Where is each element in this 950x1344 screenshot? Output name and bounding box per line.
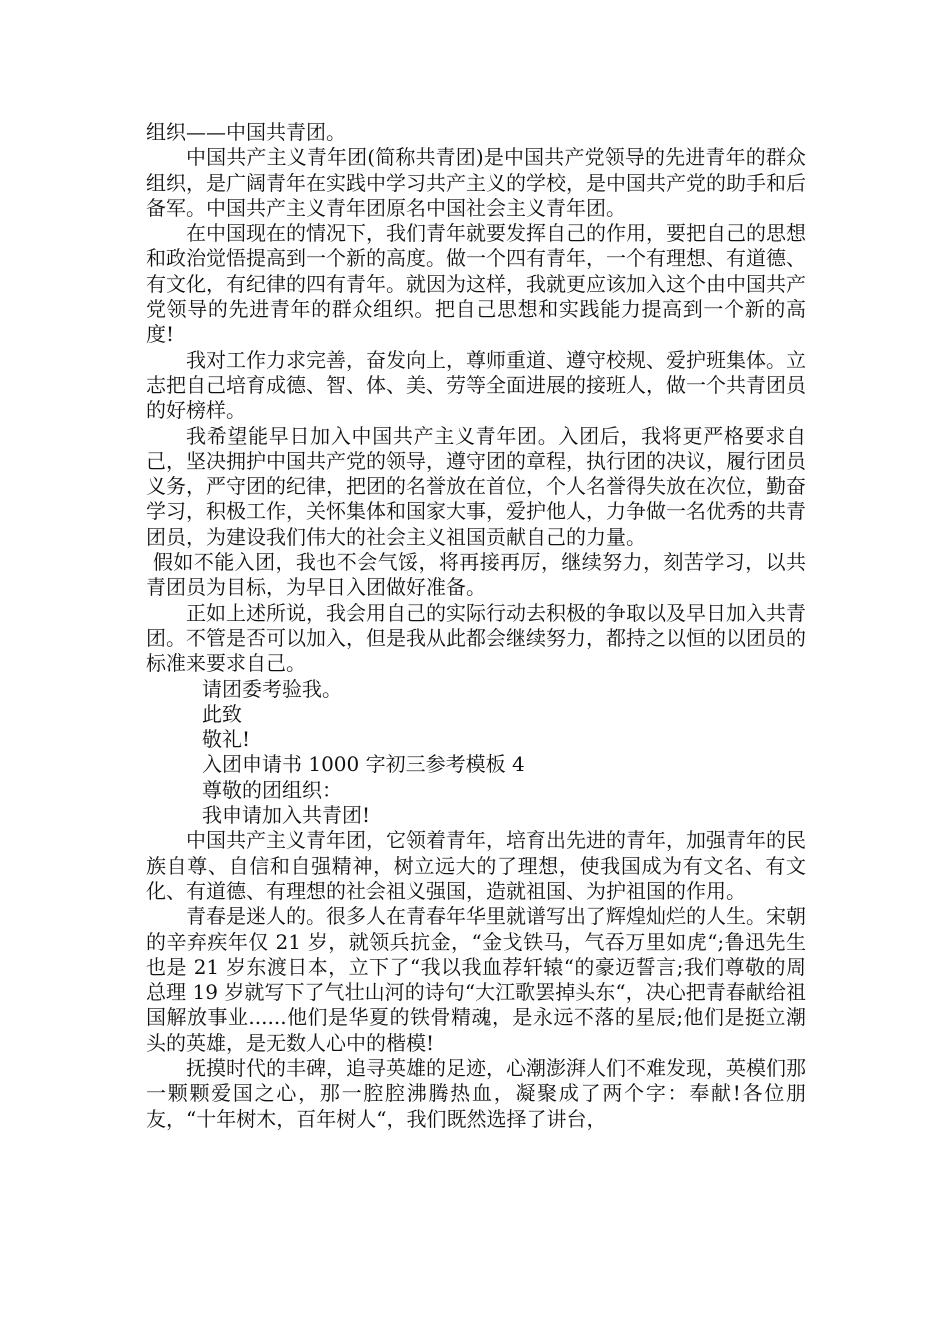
paragraph-intro-end: 组织——中国共青团。 bbox=[146, 120, 346, 144]
paragraph-youth-role: 在中国现在的情况下，我们青年就要发挥自己的作用，要把自己的思想和政治觉悟提高到一个新的高度。做一个四有青年，一个有理想、有道德、有文化，有纪律的四有青年。就因为这样，我就更应该加入这个由中国共产党领导的先进青年的群众组织。把自己思想和实践能力提高到一个新的高度! bbox=[146, 221, 806, 347]
closing-request-line: 请团委考验我。 bbox=[202, 676, 342, 701]
paragraph-hope-to-join: 我希望能早日加入中国共产主义青年团。入团后，我将更严格要求自己，坚决拥护中国共产党的领导，遵守团的章程，执行团的决议，履行团员义务，严守团的纪律，把团的名誉放在首位，个人名誉得失放在次位，勤奋学习，积极工作，关怀集体和国家大事，爱护他人，力争做一名优秀的共青团员，为建设我们伟大的社会主义祖国贡献自己的力量。 bbox=[146, 423, 806, 549]
closing-cizhi-line: 此致 bbox=[202, 701, 242, 726]
application-statement: 我申请加入共青团! bbox=[202, 803, 371, 828]
paragraph-cyl-definition: 中国共产主义青年团(简称共青团)是中国共产党领导的先进青年的群众组织，是广阔青年在实践中学习共产主义的学校，是中国共产党的助手和后备军。中国共产主义青年团原名中国社会主义青年团。 bbox=[146, 145, 806, 220]
paragraph-youth-charming: 青春是迷人的。很多人在青春年华里就谱写出了辉煌灿烂的人生。宋朝的辛弃疾年仅 21 岁，就领兵抗金，“金戈铁马，气吞万里如虎“;鲁迅先生也是 21 岁东渡日本，立下了“我以我血荐轩辕“的豪迈誓言;我们尊敬的周总理 19 岁就写下了气壮山河的诗句“大江歌罢掉头东“，决心把青春献给祖国解放事业......他们是华夏的铁骨精魂，是永远不落的星辰;他们是挺立潮头的英雄，是无数人心中的楷模! bbox=[146, 904, 806, 1055]
paragraph-cyl-leads-youth: 中国共产主义青年团，它领着青年，培育出先进的青年，加强青年的民族自尊、自信和自强精神，树立远大的了理想，使我国成为有文名、有文化、有道德、有理想的社会祖义强国，造就祖国、为护祖国的作用。 bbox=[146, 828, 806, 903]
paragraph-if-not-accepted: 假如不能入团，我也不会气馁，将再接再厉，继续努力，刻苦学习，以共青团员为目标，为早日入团做好准备。 bbox=[146, 550, 806, 600]
template-heading: 入团申请书 1000 字初三参考模板 4 bbox=[202, 752, 525, 777]
paragraph-work-attitude: 我对工作力求完善，奋发向上，尊师重道、遵守校规、爱护班集体。立志把自己培育成德、智、体、美、劳等全面进展的接班人，做一个共青团员的好榜样。 bbox=[146, 347, 806, 423]
document-page bbox=[146, 120, 806, 1132]
paragraph-conclusion: 正如上述所说，我会用自己的实际行动去积极的争取以及早日加入共青团。不管是否可以加入，但是我从此都会继续努力，都持之以恒的以团员的标准来要求自己。 bbox=[146, 600, 806, 676]
salutation-line: 尊敬的团组织： bbox=[202, 777, 342, 802]
paragraph-heroes-dedication: 抚摸时代的丰碑，追寻英雄的足迹，心潮澎湃人们不难发现，英模们那一颗颗爱国之心，那一腔腔沸腾热血，凝聚成了两个字：奉献!各位朋友，“十年树木，百年树人“，我们既然选择了讲台， bbox=[146, 1055, 806, 1131]
closing-jingli-line: 敬礼! bbox=[202, 727, 251, 752]
